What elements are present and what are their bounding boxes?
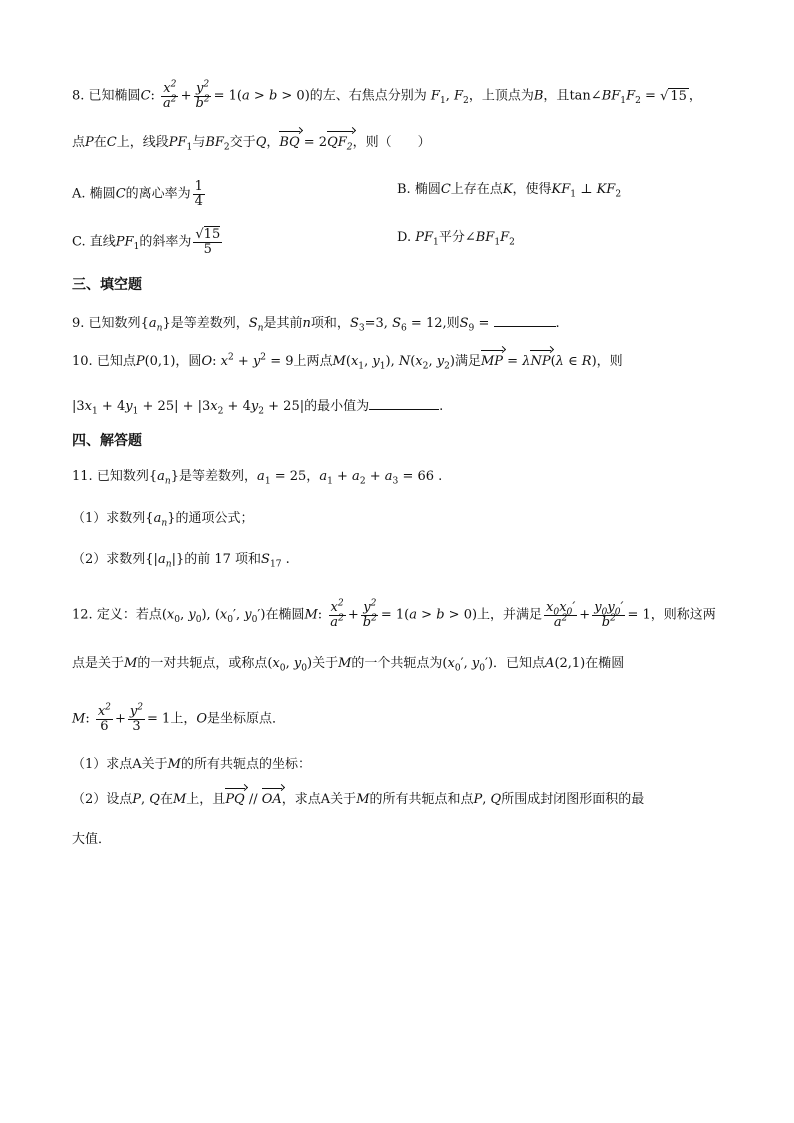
section-solutions: 四、解答题 <box>72 433 142 449</box>
q12-line1: 12. 定义：若点($x_0$, $y_0$), ($x_0'$, $y_0'$)在椭圆M: $\frac{x^2}{a^2}$ + $\frac{y^2}{b^2}$ = 1(a > b > 0)上，并满足 $\frac{x_0x_0'}{a^2}$ + $\frac{y_0y_0'}{b^2}$ = 1，则称这两 <box>72 598 716 630</box>
q8-option-c: C. 直线$PF_1$的斜率为 $\frac{√15}{5}$ <box>72 227 221 257</box>
q12-sub1: （1）求点A关于M的所有共轭点的坐标： <box>72 757 311 772</box>
q8-line1: 8. 已知椭圆C: $\frac{x^2}{a^2}$ + $\frac{y^2}{b^2}$ = 1(a > b > 0)的左、右焦点分别为 $F_1$, $F_2$，上顶点为B，且$\tan\angle BF_1F_2$ = √ 15 ， <box>72 79 702 111</box>
section-fill-in: 三、填空题 <box>72 277 142 293</box>
q11-sub2: （2）求数列$\{|a_n|\}$的前 17 项和$S_{17}$ . <box>72 552 290 570</box>
q9-line: 9. 已知数列$\{a_n\}$是等差数列，$S_n$是其前n项和，$S_3=3$, $S_6 = 12$,则$S_9$ = . <box>72 312 560 334</box>
q8-option-a: A. 椭圆C的离心率为 $\frac{1}{4}$ <box>72 179 203 209</box>
q11-sub1: （1）求数列$\{a_n\}$的通项公式； <box>72 511 254 529</box>
q10-answer-blank[interactable] <box>369 395 439 410</box>
q8-option-d: D. $PF_1$平分$\angle BF_1F_2$ <box>397 230 515 248</box>
q9-answer-blank[interactable] <box>494 312 556 327</box>
q12-line2: 点是关于M的一对共轭点，或称点($x_0$, $y_0$)关于M的一个共轭点为($x_0'$, $y_0'$)．已知点A(2,1)在椭圆 <box>72 656 625 674</box>
q11-line: 11. 已知数列$\{a_n\}$是等差数列，$a_1 = 25$，$a_1 + a_2 + a_3 = 66$ . <box>72 469 443 487</box>
q8-line2: 点P在C上，线段$PF_1$与$BF_2$交于Q，BQ = $2QF_2$，则（ ） <box>72 135 431 153</box>
q10-line2: $|3x_1 + 4y_1 + 25| + |3x_2 + 4y_2 + 25|$的最小值为 . <box>72 395 443 417</box>
q12-sub2: （2）设点P, Q在M上，且PQ // OA，求点A关于M的所有共轭点和点P, Q所围成封闭图形面积的最 <box>72 790 644 810</box>
q12-sub2-cont: 大值． <box>72 832 112 847</box>
q10-line1: 10. 已知点P(0,1)，圆O: $x^2 + y^2 = 9$上两点$M(x_1$, $y_1$), $N(x_2$, $y_2$)满足MP = λNP(λ ∈ R)，则 <box>72 352 623 372</box>
q12-line3: M: $\frac{x^2}{6}$ + $\frac{y^2}{3}$ = 1上，O是坐标原点． <box>72 702 286 734</box>
q8-option-b: B. 椭圆C上存在点K，使得$KF_1$ ⊥ $KF_2$ <box>397 182 622 200</box>
